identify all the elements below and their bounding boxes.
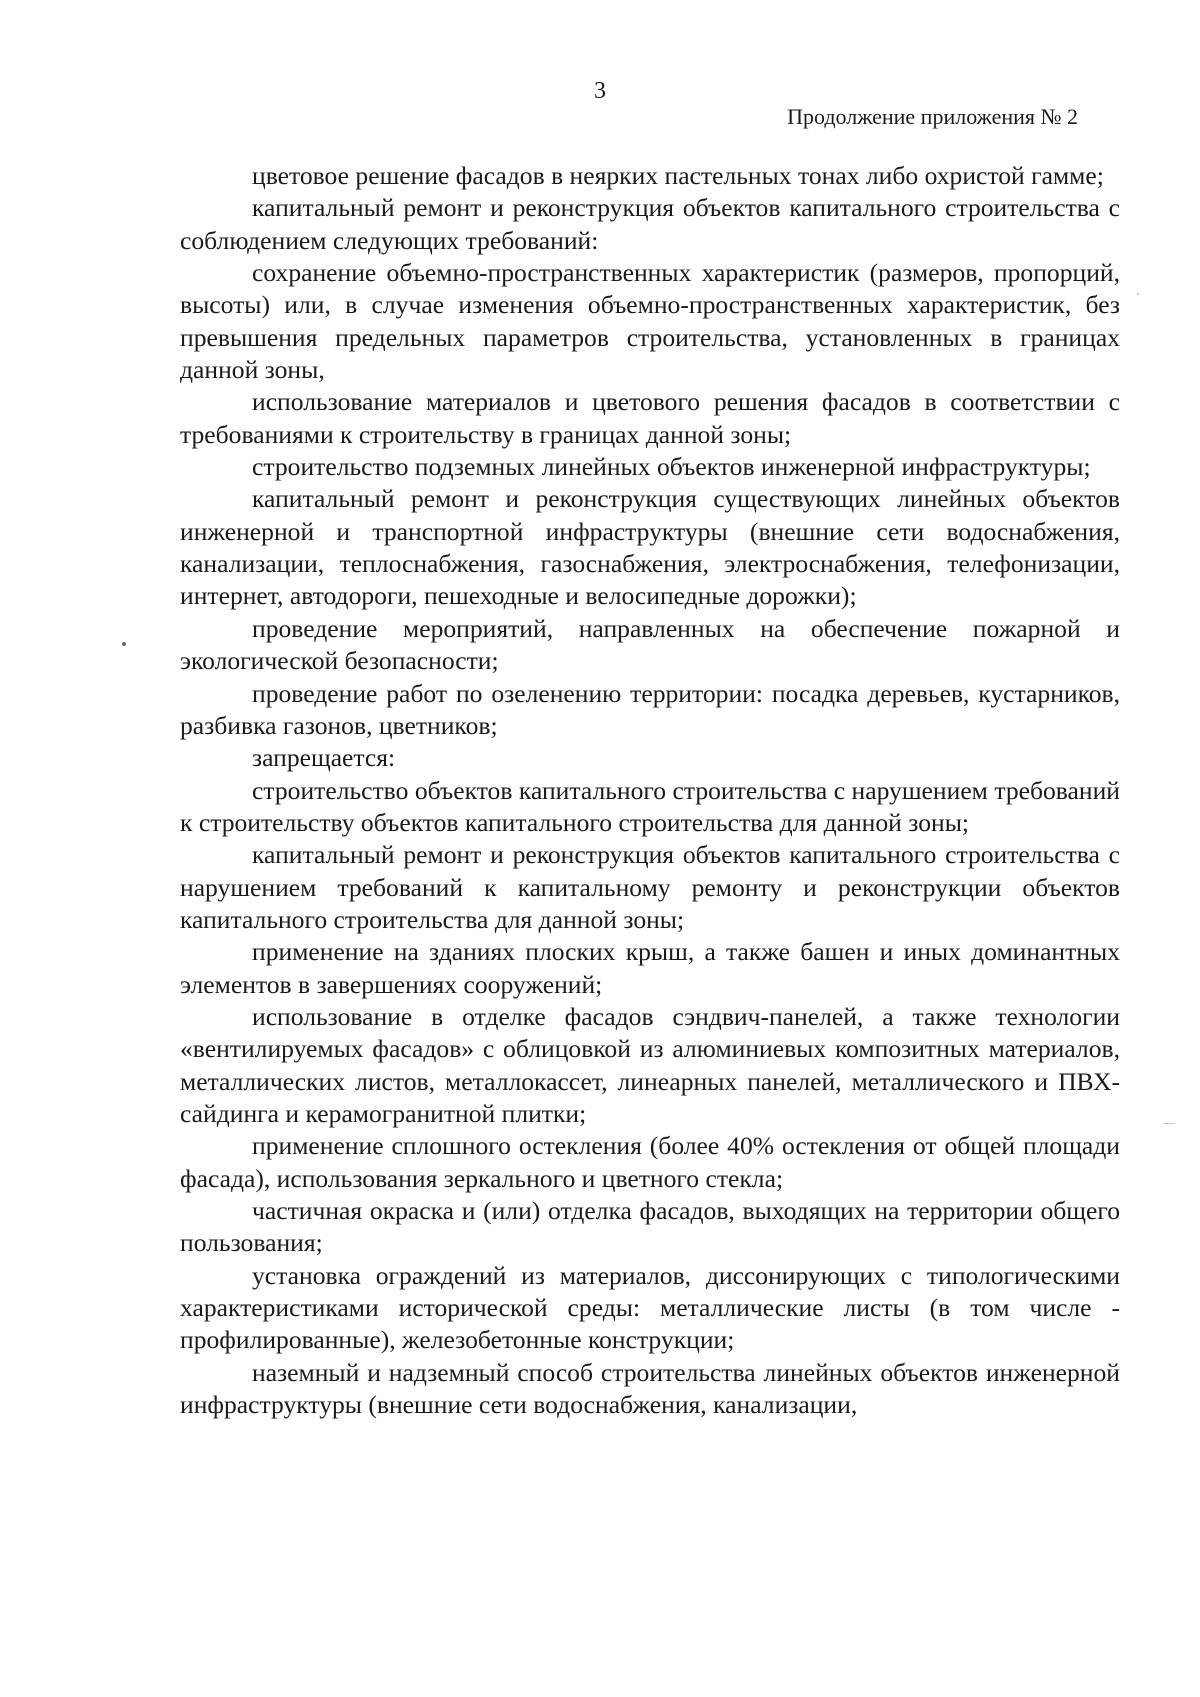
paragraph: проведение работ по озеленению территории: посадка деревьев, кустарников, разбивка газонов, цветников; <box>180 678 1120 740</box>
paragraph: строительство подземных линейных объектов инженерной инфраструктуры; <box>252 452 1091 482</box>
paragraph: применение сплошного остекления (более 40% остекления от общей площади фасада), использования зеркального и цветного стекла; <box>180 1131 1120 1193</box>
paragraph: применение на зданиях плоских крыш, а также башен и иных доминантных элементов в завершениях сооружений; <box>180 937 1120 999</box>
paragraph: строительство объектов капитального строительства с нарушением требований к строительству объектов капитального строительства для данной зоны; <box>180 775 1120 837</box>
paragraph: капитальный ремонт и реконструкция объектов капитального строительства с соблюдением следующих требований: <box>180 193 1120 255</box>
paragraph: проведение мероприятий, направленных на обеспечение пожарной и экологической безопасности; <box>180 613 1120 676</box>
scan-speck <box>1137 293 1139 295</box>
paragraph: запрещается: <box>252 743 396 773</box>
scan-speck <box>122 642 126 646</box>
paragraph: частичная окраска и (или) отделка фасадов, выходящих на территории общего пользования; <box>180 1196 1120 1258</box>
appendix-continuation-label: Продолжение приложения № 2 <box>787 104 1078 129</box>
paragraph: использование в отделке фасадов сэндвич-панелей, а также технологии «вентилируемых фасадов» с облицовкой из алюминиевых композитных материалов, металлических листов, металлокассет, линеарных панелей, металлического и ПВХ-сайдинга и керамогранитной плитки; <box>180 1001 1120 1128</box>
paragraph: цветовое решение фасадов в неярких пастельных тонах либо охристой гамме; <box>252 161 1104 190</box>
paragraph: сохранение объемно-пространственных характеристик (размеров, пропорций, высоты) или, в случае изменения объемно-пространственных характеристик, без превышения предельных параметров строительства, установленных в границах данной зоны, <box>180 258 1120 385</box>
paragraph: капитальный ремонт и реконструкция объектов капитального строительства с нарушением требований к капитальному ремонту и реконструкции объектов капитального строительства для данной зоны; <box>180 840 1120 934</box>
paragraph: капитальный ремонт и реконструкция существующих линейных объектов инженерной и транспортной инфраструктуры (внешние сети водоснабжения, канализации, теплоснабжения, газоснабжения, электроснабжения, телефонизации, интернет, автодороги, пешеходные и велосипедные дорожки); <box>180 484 1120 611</box>
paragraph: наземный и надземный способ строительства линейных объектов инженерной инфраструктуры (внешние сети водоснабжения, канализации, <box>180 1357 1120 1420</box>
paragraph: установка ограждений из материалов, диссонирующих с типологическими характеристиками исторической среды: металлические листы (в том числе - профилированные), железобетонные конструкции; <box>180 1260 1120 1355</box>
document-body <box>180 160 1120 1421</box>
page-number: 3 <box>594 78 606 104</box>
paragraph: использование материалов и цветового решения фасадов в соответствии с требованиями к строительству в границах данной зоны; <box>180 387 1120 449</box>
scan-speck <box>1163 1123 1175 1124</box>
